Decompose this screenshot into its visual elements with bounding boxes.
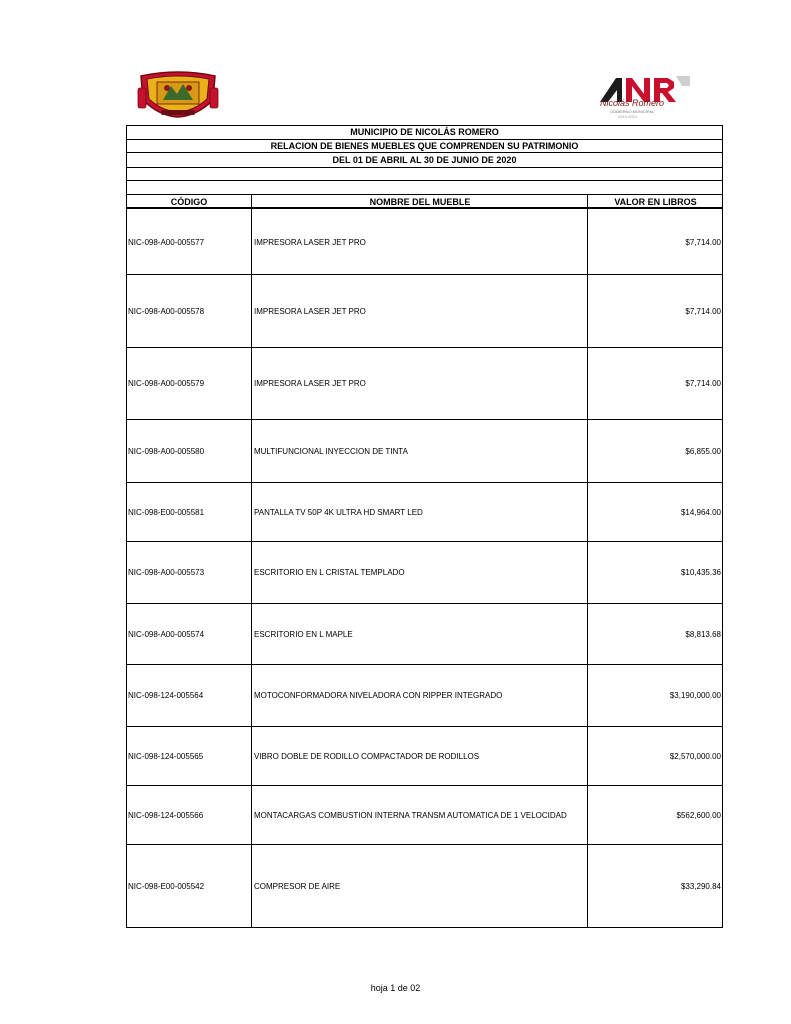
row-code: NIC-098-A00-005577: [128, 237, 205, 247]
title-period: DEL 01 DE ABRIL AL 30 DE JUNIO DE 2020: [127, 153, 722, 168]
row-code: NIC-098-A00-005578: [128, 306, 205, 316]
row-code: NIC-098-124-005564: [128, 691, 204, 700]
blank-row: [127, 181, 722, 195]
column-header-name: NOMBRE DEL MUEBLE: [369, 197, 471, 207]
table-row: [127, 483, 722, 542]
row-name: COMPRESOR DE AIRE: [254, 881, 341, 891]
table-row: [127, 845, 722, 927]
row-name: IMPRESORA LASER JET PRO: [254, 379, 366, 388]
table-row: [127, 348, 722, 420]
blank-row: [127, 168, 722, 181]
column-divider: [587, 195, 588, 927]
table-row: [127, 786, 722, 845]
column-header-code: CÓDIGO: [170, 197, 208, 207]
table-row: [127, 275, 722, 348]
column-divider: [251, 195, 252, 927]
table-row: [127, 665, 722, 727]
row-value: $2,570,000.00: [669, 751, 721, 761]
row-name: ESCRITORIO EN L CRISTAL TEMPLADO: [254, 568, 405, 577]
row-name: MULTIFUNCIONAL INYECCION DE TINTA: [254, 446, 408, 456]
row-value: $6,855.00: [685, 446, 721, 456]
nicolas-romero-logo: [598, 72, 690, 120]
row-code: NIC-098-A00-005579: [128, 379, 205, 388]
row-value: $3,190,000.00: [669, 691, 721, 700]
table-row: [127, 604, 722, 665]
row-code: NIC-098-A00-005580: [128, 446, 205, 456]
row-code: NIC-098-E00-005542: [128, 881, 205, 891]
row-value: $562,600.00: [676, 810, 721, 820]
row-value: $14,964.00: [680, 507, 721, 517]
row-name: VIBRO DOBLE DE RODILLO COMPACTADOR DE RODILLOS: [254, 751, 480, 761]
table-row: [127, 542, 722, 604]
page-footer: hoja 1 de 02: [370, 983, 421, 993]
table-row: [127, 420, 722, 483]
row-value: $10,435.36: [680, 568, 721, 577]
row-value: $7,714.00: [685, 306, 721, 316]
row-name: IMPRESORA LASER JET PRO: [254, 306, 366, 316]
title-report: RELACION DE BIENES MUEBLES QUE COMPRENDEN SU PATRIMONIO: [127, 140, 722, 153]
row-code: NIC-098-124-005566: [128, 810, 204, 820]
title-municipality: MUNICIPIO DE NICOLÁS ROMERO: [127, 126, 722, 140]
row-name: IMPRESORA LASER JET PRO: [254, 237, 366, 247]
table-row: [127, 210, 722, 275]
row-name: MOTOCONFORMADORA NIVELADORA CON RIPPER INTEGRADO: [254, 691, 503, 700]
row-code: NIC-098-A00-005573: [128, 568, 205, 577]
row-code: NIC-098-124-005565: [128, 751, 204, 761]
row-code: NIC-098-E00-005581: [128, 507, 205, 517]
row-value: $7,714.00: [685, 379, 721, 388]
logo-tagline: GOBIERNO MUNICIPAL: [610, 109, 655, 114]
inventory-table: [126, 125, 723, 928]
logo-period: 2019-2021: [618, 114, 638, 119]
row-value: $8,813.68: [685, 629, 721, 639]
row-name: ESCRITORIO EN L MAPLE: [254, 629, 353, 639]
municipal-coat-of-arms-logo: [137, 70, 219, 118]
logo-subtitle: Nicolás Romero: [600, 98, 665, 108]
row-value: $33,290.84: [680, 881, 721, 891]
row-code: NIC-098-A00-005574: [128, 629, 205, 639]
row-name: PANTALLA TV 50P 4K ULTRA HD SMART LED: [254, 507, 423, 517]
row-value: $7,714.00: [685, 237, 721, 247]
row-name: MONTACARGAS COMBUSTION INTERNA TRANSM AUTOMATICA DE 1 VELOCIDAD: [254, 810, 567, 820]
table-row: [127, 727, 722, 786]
column-header-value: VALOR EN LIBROS: [614, 197, 697, 207]
